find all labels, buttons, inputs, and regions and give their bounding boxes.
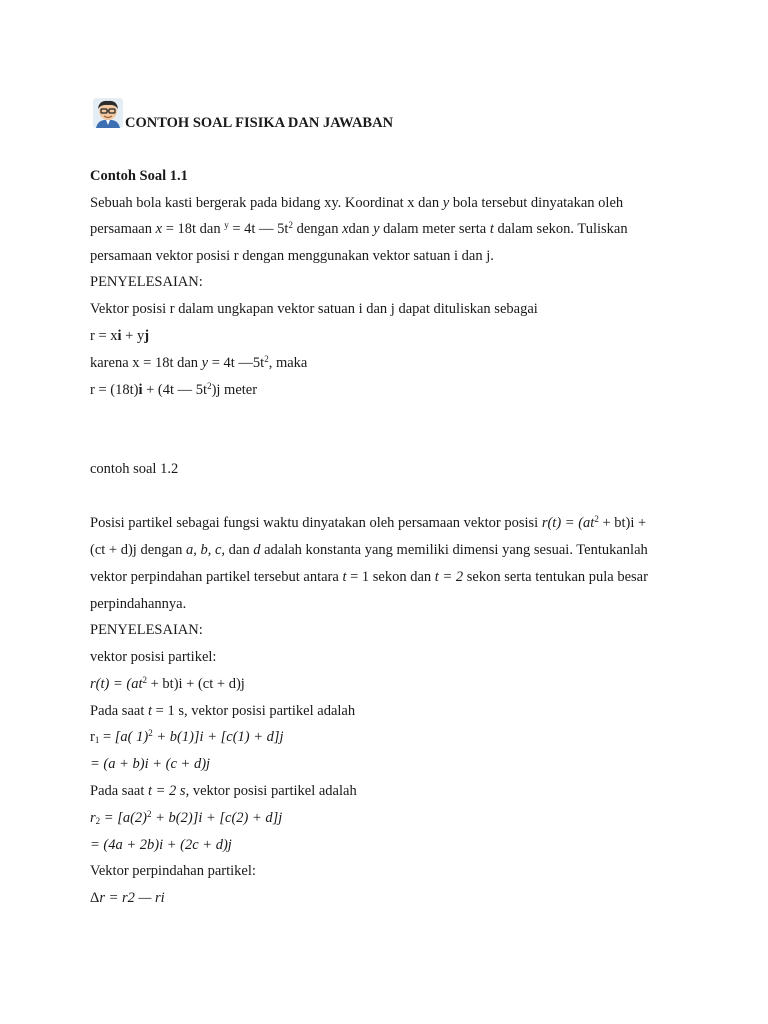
- equation-line: $r(t) = (at^2 + bt)i + (ct + d)j$: [90, 675, 245, 692]
- solution-label: PENYELESAIAN:: [90, 622, 203, 638]
- equation-line: r = (18t)i + (4t — $5t^2)j$ meter: [90, 381, 258, 398]
- section-heading: Contoh Soal 1.1: [90, 168, 188, 184]
- paragraph-line: vektor perpindahan partikel tersebut antara t = 1 sekon dan t = 2 sekon serta tentukan pula besar: [90, 569, 648, 585]
- paragraph-line: Pada saat t = 2 s, vektor posisi partikel adalah: [90, 783, 357, 799]
- paragraph-line: (ct + d)j dengan a, b, c, dan d adalah konstanta yang memiliki dimensi yang sesuai. Tentukanlah: [90, 542, 648, 558]
- equation-line: Δr = r2 — ri: [90, 890, 165, 906]
- equation-line: r = xi + yj: [90, 328, 150, 344]
- solution-label: PENYELESAIAN:: [90, 274, 203, 290]
- paragraph-line: Posisi partikel sebagai fungsi waktu dinyatakan oleh persamaan vektor posisi $r(t) = (at^2 + bt)i$ +: [90, 514, 647, 531]
- paragraph-line: persamaan vektor posisi r dengan menggunakan vektor satuan i dan j.: [90, 248, 494, 264]
- paragraph-line: Pada saat t = 1 s, vektor posisi partikel adalah: [90, 703, 356, 719]
- paragraph-line: Sebuah bola kasti bergerak pada bidang xy. Koordinat x dan y bola tersebut dinyatakan oleh: [90, 195, 624, 211]
- equation-line: $r_2 = [a(2)^2 + b(2)]i + [c(2) + d]j$: [90, 809, 283, 826]
- equation-line: = (4a + 2b)i + (2c + d)j: [90, 837, 232, 853]
- avatar-icon: [93, 98, 123, 128]
- section-heading: contoh soal 1.2: [90, 461, 179, 477]
- equation-line: karena x = 18t dan y = 4t $—5t^2$, maka: [90, 354, 308, 371]
- paragraph-line: vektor posisi partikel:: [90, 649, 217, 665]
- paragraph-line: persamaan x = 18t dan $^y$ = 4t — $5t^2$ dengan xdan y dalam meter serta t dalam sekon. Tuliskan: [90, 220, 628, 237]
- equation-line: = (a + b)i + (c + d)j: [90, 756, 211, 772]
- paragraph-line: Vektor posisi r dalam ungkapan vektor satuan i dan j dapat dituliskan sebagai: [90, 301, 538, 317]
- page-title: CONTOH SOAL FISIKA DAN JAWABAN: [125, 115, 394, 131]
- paragraph-line: Vektor perpindahan partikel:: [90, 863, 256, 879]
- equation-line: $r_1 = [a$( 1)$^2$ + b(1)]i + [c(1) + d]j: [90, 728, 284, 745]
- paragraph-line: perpindahannya.: [90, 596, 187, 612]
